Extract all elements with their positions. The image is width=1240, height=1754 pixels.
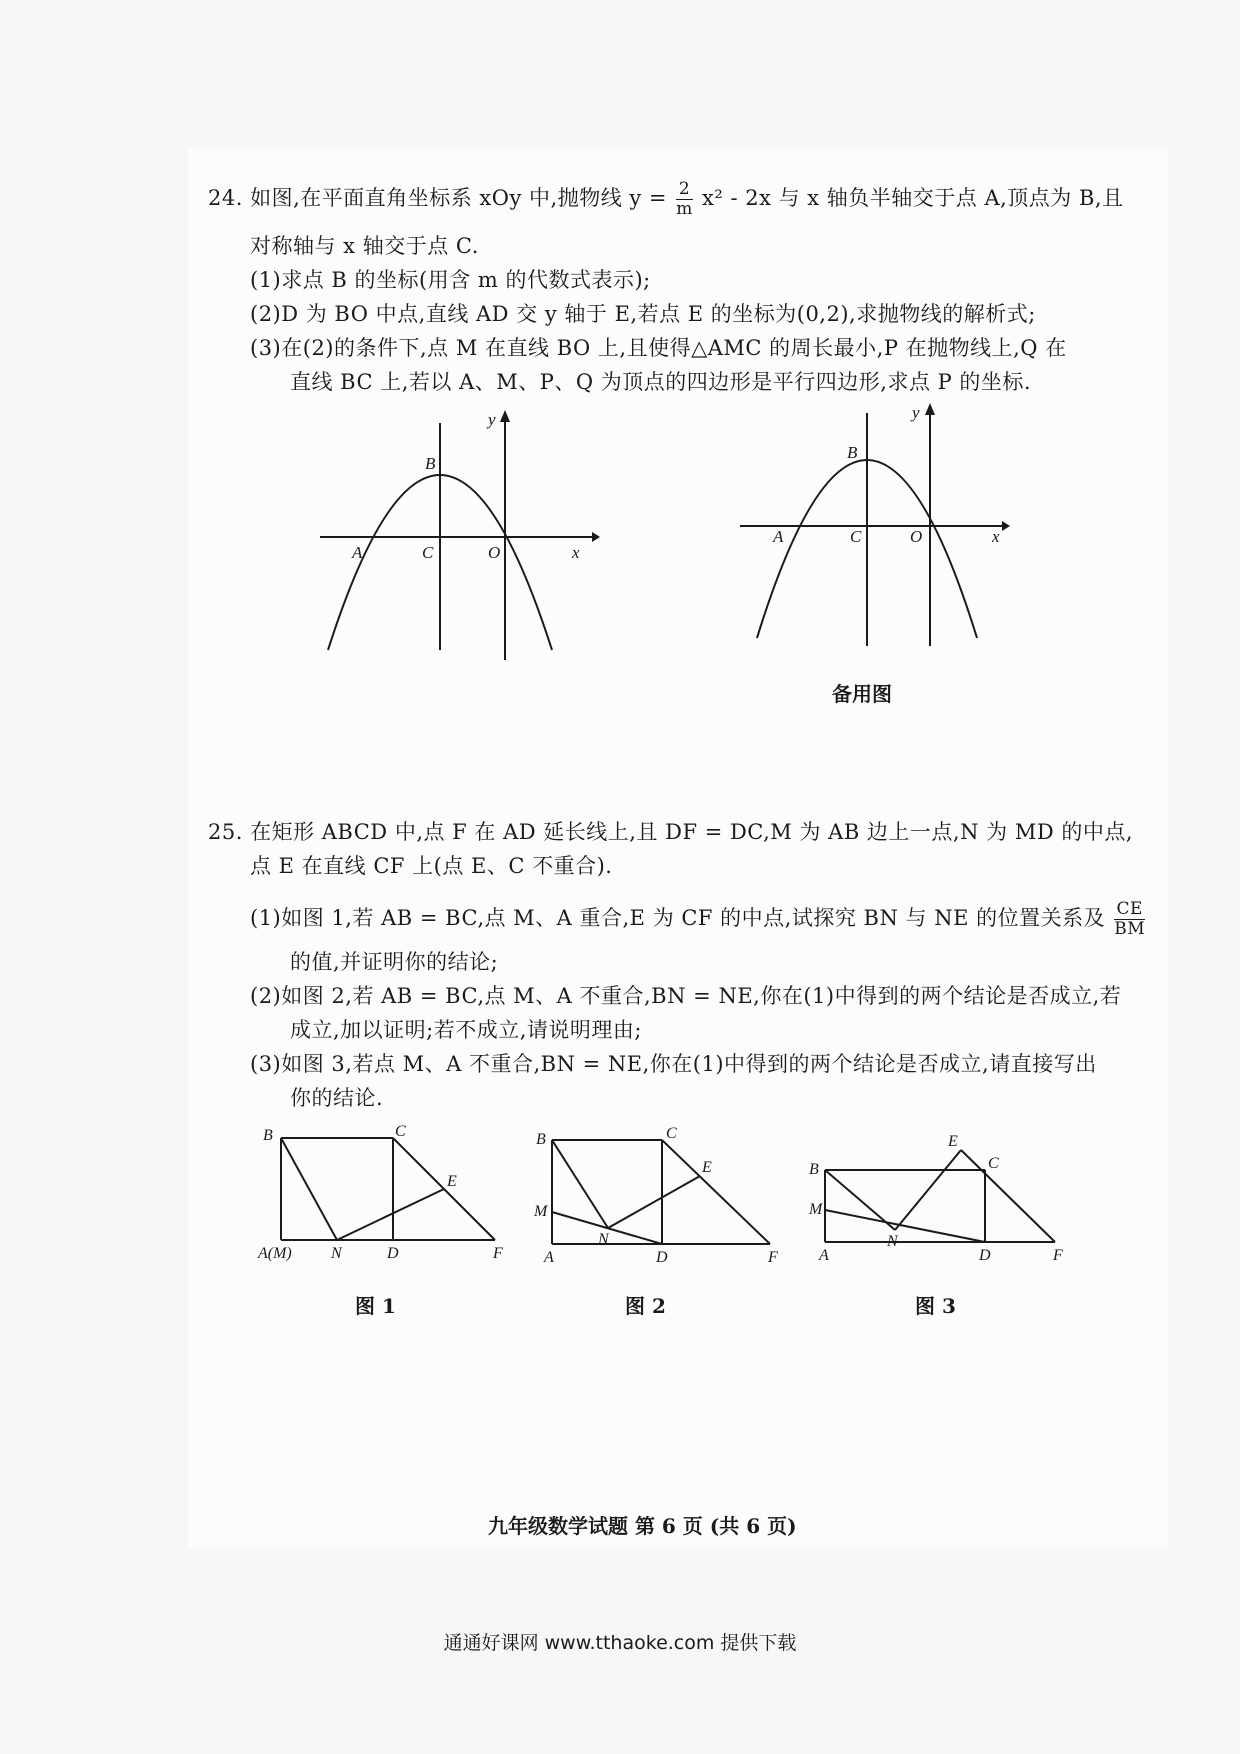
backup-figure-caption: 备用图 — [832, 682, 892, 706]
label-e: E — [447, 1173, 457, 1190]
label-n: N — [598, 1231, 609, 1248]
label-x: x — [572, 543, 580, 562]
label-o: O — [910, 527, 923, 546]
label-d: D — [979, 1247, 991, 1264]
q25-figure-1 — [255, 1120, 525, 1270]
label-n: N — [887, 1233, 898, 1250]
label-f: F — [768, 1249, 778, 1266]
label-x: x — [992, 527, 1000, 546]
label-b: B — [536, 1131, 546, 1148]
label-e: E — [948, 1133, 958, 1150]
label-o: O — [488, 543, 501, 562]
figure-2-caption: 图 2 — [625, 1294, 666, 1318]
label-a: A — [544, 1249, 554, 1266]
x-axis-arrow-icon — [592, 532, 600, 542]
q25-figure-3 — [805, 1130, 1075, 1270]
q25-frac-den: BM — [1114, 919, 1146, 939]
q24-text-1a: 24. 如图,在平面直角坐标系 xOy 中,抛物线 y = — [208, 186, 668, 210]
q24-figure-backup — [730, 398, 1020, 648]
label-c: C — [422, 543, 434, 562]
q24-frac-num: 2 — [676, 180, 693, 200]
label-y: y — [912, 403, 920, 422]
label-b: B — [425, 454, 436, 473]
label-m: M — [809, 1201, 823, 1218]
q25-frac-num: CE — [1114, 900, 1145, 920]
label-a: A — [773, 527, 784, 546]
q24-figure-main — [300, 405, 600, 670]
q25-part3: (3)如图 3,若点 M、A 不重合,BN = NE,你在(1)中得到的两个结论是否成立,请直接写出 — [250, 1052, 1097, 1076]
q24-part3-cont: 直线 BC 上,若以 A、M、P、Q 为顶点的四边形是平行四边形,求点 P 的坐标. — [290, 370, 1032, 394]
q24-line2: 对称轴与 x 轴交于点 C. — [250, 234, 479, 258]
y-axis-arrow-icon — [925, 403, 935, 415]
label-d: D — [656, 1249, 668, 1266]
q25-line2: 点 E 在直线 CF 上(点 E、C 不重合). — [250, 854, 613, 878]
q25-part1 — [250, 900, 1147, 939]
label-b: B — [263, 1127, 273, 1144]
q25-part1-text: (1)如图 1,若 AB = BC,点 M、A 重合,E 为 CF 的中点,试探究 BN 与 NE 的位置关系及 — [250, 906, 1106, 930]
y-axis-arrow-icon — [500, 410, 510, 422]
q24-fraction — [676, 180, 693, 219]
q25-part3-cont: 你的结论. — [290, 1086, 384, 1110]
label-b: B — [847, 443, 858, 462]
label-a: A — [819, 1247, 829, 1264]
source-footer: 通通好课网 www.tthaoke.com 提供下载 — [443, 1632, 797, 1654]
label-c: C — [988, 1155, 999, 1172]
label-a: A — [352, 543, 363, 562]
x-axis-arrow-icon — [1002, 521, 1010, 531]
q24-frac-den: m — [676, 199, 693, 219]
q24-part1: (1)求点 B 的坐标(用含 m 的代数式表示); — [250, 268, 651, 292]
label-c: C — [666, 1125, 677, 1142]
label-f: F — [1053, 1247, 1063, 1264]
label-b: B — [809, 1161, 819, 1178]
q24-line1 — [208, 180, 1124, 219]
label-y: y — [488, 410, 496, 429]
label-n: N — [331, 1245, 342, 1262]
label-e: E — [702, 1159, 712, 1176]
q24-text-1b: x² - 2x 与 x 轴负半轴交于点 A,顶点为 B,且 — [702, 186, 1124, 210]
q25-figure-2 — [530, 1120, 800, 1270]
figure-1-caption: 图 1 — [355, 1294, 396, 1318]
label-c: C — [395, 1123, 406, 1140]
q25-fraction — [1114, 900, 1145, 939]
page-footer: 九年级数学试题 第 6 页 (共 6 页) — [488, 1514, 797, 1538]
q25-part1-cont: 的值,并证明你的结论; — [290, 950, 499, 974]
q24-part2: (2)D 为 BO 中点,直线 AD 交 y 轴于 E,若点 E 的坐标为(0,2),求抛物线的解析式; — [250, 302, 1036, 326]
q25-part2: (2)如图 2,若 AB = BC,点 M、A 不重合,BN = NE,你在(1)中得到的两个结论是否成立,若 — [250, 984, 1122, 1008]
label-f: F — [493, 1245, 503, 1262]
q25-part2-cont: 成立,加以证明;若不成立,请说明理由; — [290, 1018, 642, 1042]
q24-part3: (3)在(2)的条件下,点 M 在直线 BO 上,且使得△AMC 的周长最小,P 在抛物线上,Q 在 — [250, 336, 1067, 360]
label-a-m: A(M) — [258, 1245, 292, 1262]
q25-line1: 25. 在矩形 ABCD 中,点 F 在 AD 延长线上,且 DF = DC,M 为 AB 边上一点,N 为 MD 的中点, — [208, 820, 1134, 844]
label-m: M — [534, 1203, 548, 1220]
figure-3-caption: 图 3 — [915, 1294, 956, 1318]
label-c: C — [850, 527, 862, 546]
label-d: D — [387, 1245, 399, 1262]
